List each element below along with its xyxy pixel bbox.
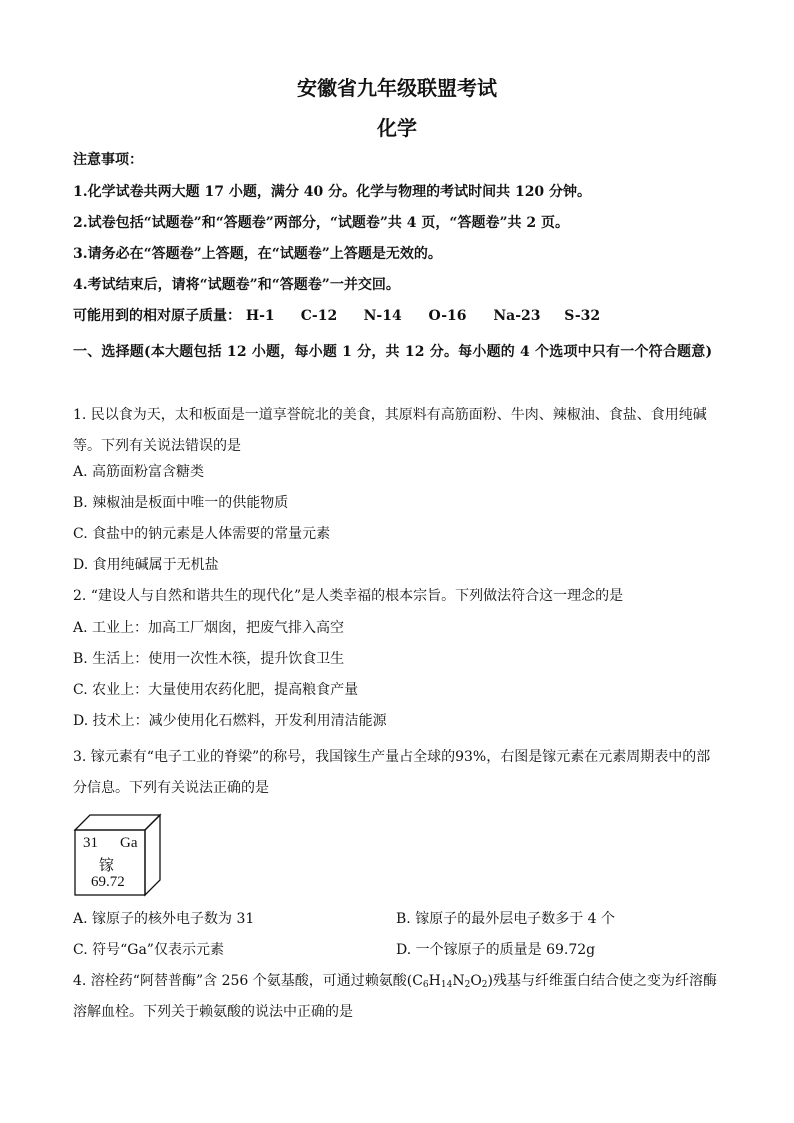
atomic-number: 31 [83,835,98,851]
section-heading: 一、选择题(本大题包括 12 小题，每小题 1 分，共 12 分。每小题的 4 个选项中只有一个符合题意) [73,344,713,360]
option-b: B. 辣椒油是板面中唯一的供能物质 [73,495,289,511]
option-a: A. 镓原子的核外电子数为 31 [73,911,255,927]
question-stem-continued: 溶解血栓。下列关于赖氨酸的说法中正确的是 [73,1004,353,1020]
question-stem: 4. 溶栓药“阿替普酶”含 256 个氨基酸，可通过赖氨酸$(C_6H_{14}N_2O_2)$残基与纤维蛋白结合使之变为纤溶酶 [73,973,717,990]
option-a: A. 工业上：加高工厂烟囱，把废气排入高空 [73,620,345,636]
note-item: 1.化学试卷共两大题 17 小题，满分 40 分。化学与物理的考试时间共 120 分钟。 [73,184,592,200]
option-b: B. 生活上：使用一次性木筷，提升饮食卫生 [73,651,345,667]
question-stem: 1. 民以食为天，太和板面是一道享誉皖北的美食，其原料有高筋面粉、牛肉、辣椒油、食盐、食用纯碱等。下列有关说法错误的是 [73,407,707,454]
question-stem: 3. 镓元素有“电子工业的脊梁”的称号，我国镓生产量占全球的93%，右图是镓元素在元素周期表中的部分信息。下列有关说法正确的是 [73,749,711,796]
atomic-mass: N-14 [363,308,402,324]
note-item: 2.试卷包括“试题卷”和“答题卷”两部分，“试题卷”共 4 页，“答题卷”共 2 页。 [73,215,570,231]
element-name: 镓 [99,858,115,874]
note-item: 4.考试结束后，请将“试题卷”和“答题卷”一并交回。 [73,277,400,293]
atomic-mass: Na-23 [493,308,541,324]
atomic-mass: O-16 [428,308,467,324]
atomic-masses [73,306,600,326]
atomic-masses-label: 可能用到的相对原子质量： [73,308,241,324]
note-item: 3.请务必在“答题卷”上答题，在“试题卷”上答题是无效的。 [73,246,442,262]
atomic-mass: S-32 [564,308,601,324]
option-a: A. 高筋面粉富含糖类 [73,464,205,480]
exam-title: 安徽省九年级联盟考试 [297,76,497,100]
option-d: D. 食用纯碱属于无机盐 [73,557,219,573]
option-d: D. 技术上：减少使用化石燃料，开发利用清洁能源 [73,713,387,729]
element-card [70,810,170,900]
option-b: B. 镓原子的最外层电子数多于 4 个 [396,911,615,927]
atomic-mass-value: 69.72 [91,874,125,890]
notes-heading: 注意事项： [73,152,143,168]
option-c: C. 农业上：大量使用农药化肥，提高粮食产量 [73,682,359,698]
atomic-mass: C-12 [300,308,338,324]
option-c: C. 符号“Ga”仅表示元素 [73,942,224,958]
option-d: D. 一个镓原子的质量是 69.72g [396,942,596,958]
atomic-mass: H-1 [245,308,275,324]
option-c: C. 食盐中的钠元素是人体需要的常量元素 [73,526,331,542]
subject-title: 化学 [377,116,417,140]
question-stem: 2. “建设人与自然和谐共生的现代化”是人类幸福的根本宗旨。下列做法符合这一理念的是 [73,588,624,604]
element-symbol: Ga [120,835,138,851]
